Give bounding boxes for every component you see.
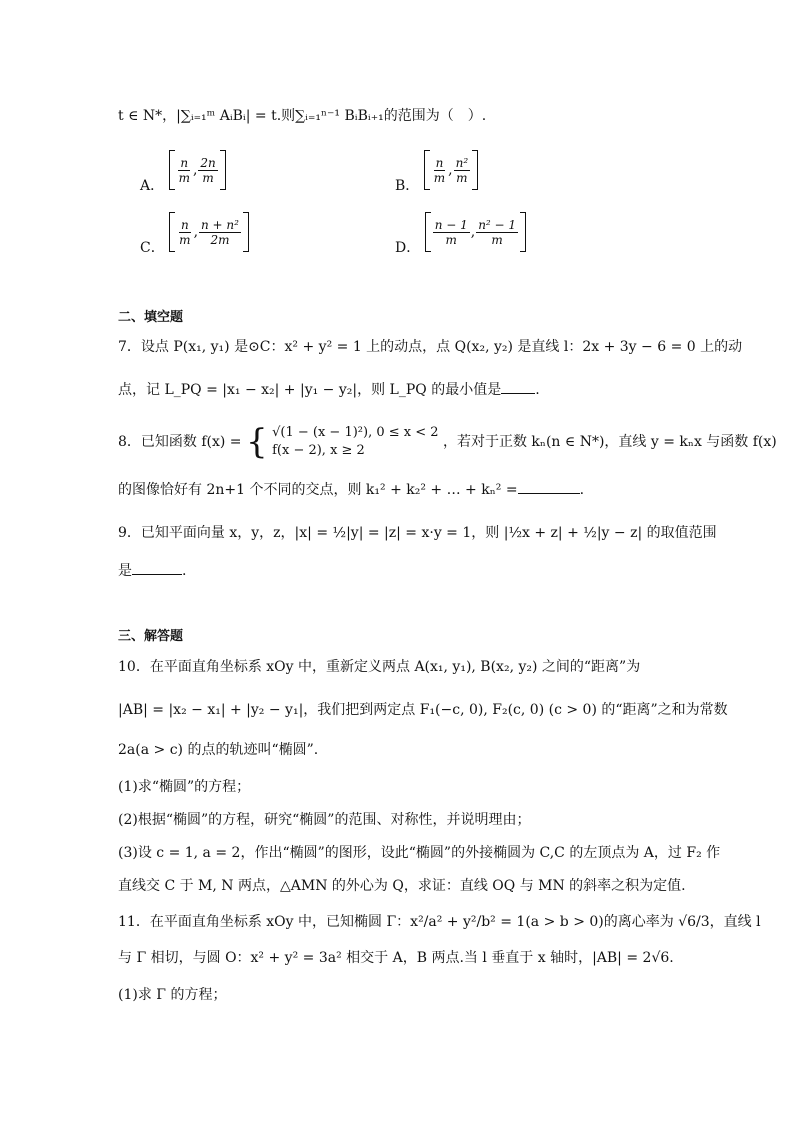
q11-ellipse-eq: x²/a² + y²/b² = 1(a > b > 0): [410, 914, 604, 930]
q8-line-1: [118, 420, 777, 464]
q6-sum2-expr: ∑ᵢ₌₁ⁿ⁻¹ BᵢBᵢ₊₁: [295, 108, 384, 124]
q10-part-3a: (3)设 c = 1, a = 2，作出“椭圆”的图形，设此“椭圆”的外接椭圆为 C,C 的左顶点为 A，过 F₂ 作: [118, 845, 721, 861]
answer-blank[interactable]: [132, 574, 182, 575]
interval: $\frac{n}{m}$ , $\frac{\text{n²}}{m}$: [424, 150, 478, 190]
q10-part-3b: 直线交 C 于 M, N 两点，△AMN 的外心为 Q，求证：直线 OQ 与 MN 的斜率之积为定值.: [118, 878, 686, 894]
q10-line-1: 10．在平面直角坐标系 xOy 中，重新定义两点 A(x₁, y₁), B(x₂, y₂) 之间的“距离”为: [118, 659, 641, 675]
q6-stem-tail: [118, 106, 486, 126]
q7-line-2: 点，记 L_PQ = |x₁ − x₂| + |y₁ − y₂|，则 L_PQ 的最小值是 .: [118, 382, 540, 398]
q6-prefix: t ∈ N*，: [118, 108, 177, 124]
case-2: f(x − 2), x ≥ 2: [272, 443, 365, 458]
q6-sum-expr: |∑ᵢ₌₁ᵐ AᵢBᵢ| = t: [176, 108, 277, 124]
q10-part-2: (2)根据“椭圆”的方程，研究“椭圆”的范围、对称性，并说明理由；: [118, 812, 531, 828]
q8-prefix: 8．已知函数 f(x) =: [118, 434, 242, 450]
q9-text: 是: [118, 563, 132, 579]
option-b[interactable]: [395, 150, 478, 196]
interval: $\frac{n}{m}$ , $\frac{\text{n + n²}}{2m}$: [169, 212, 249, 252]
q6-middle: .则: [276, 108, 296, 124]
q9-line-2: 是 .: [118, 563, 187, 579]
option-letter: A．: [140, 178, 165, 194]
q11-part-1: (1)求 Γ 的方程；: [118, 987, 227, 1003]
option-a[interactable]: [140, 150, 226, 196]
q8-text: 的图像恰好有 2n+1 个不同的交点，则 k₁² + k₂² + … + kₙ² =: [118, 482, 518, 498]
case-1: √(1 − (x − 1)²), 0 ≤ x < 2: [272, 425, 439, 440]
q10-line-3: 2a(a > c) 的点的轨迹叫“椭圆”.: [118, 742, 319, 758]
q11-line-1: [118, 912, 761, 932]
q7-line-1: 7．设点 P(x₁, y₁) 是⊙C：x² + y² = 1 上的动点，点 Q(x₂, y₂) 是直线 l：2x + 3y − 6 = 0 上的动: [118, 339, 743, 355]
piecewise-cases: [272, 424, 438, 460]
option-letter: B．: [395, 178, 420, 194]
option-letter: D．: [395, 240, 421, 256]
q11-text-a: 11．在平面直角坐标系 xOy 中，已知椭圆 Γ：: [118, 914, 411, 930]
section-heading-solutions: 三、解答题: [118, 629, 184, 644]
option-c[interactable]: [140, 212, 249, 258]
option-d[interactable]: [395, 212, 526, 258]
q10-part-1: (1)求“椭圆”的方程；: [118, 779, 251, 795]
interval: $\frac{n}{m}$ , $\frac{2n}{m}$: [169, 150, 226, 190]
q8-after: ，若对于正数 kₙ(n ∈ N*)，直线 y = kₙx 与函数 f(x): [442, 434, 777, 450]
q8-line-2: 的图像恰好有 2n+1 个不同的交点，则 k₁² + k₂² + … + kₙ² = .: [118, 482, 585, 498]
section-heading-fill-blank: 二、填空题: [118, 310, 184, 325]
q6-suffix: 的范围为（ ）.: [383, 108, 487, 124]
option-letter: C．: [140, 240, 165, 256]
q10-line-2: |AB| = |x₂ − x₁| + |y₂ − y₁|，我们把到两定点 F₁(−c, 0), F₂(c, 0) (c > 0) 的“距离”之和为常数: [118, 702, 728, 718]
q11-text-c: 的离心率为 √6/3，直线 l: [603, 914, 761, 930]
answer-blank[interactable]: [518, 493, 580, 494]
q7-text: 点，记 L_PQ = |x₁ − x₂| + |y₁ − y₂|，则 L_PQ 的最小值是: [118, 382, 502, 398]
q9-line-1: 9．已知平面向量 x，y，z，|x| = ½|y| = |z| = x·y = 1，则 |½x + z| + ½|y − z| 的取值范围: [118, 525, 717, 541]
q11-line-2: 与 Γ 相切，与圆 O：x² + y² = 3a² 相交于 A，B 两点.当 l 垂直于 x 轴时，|AB| = 2√6.: [118, 950, 674, 966]
left-brace: {: [246, 422, 268, 462]
interval: $\frac{n - 1}{m}$ , $\frac{\text{n² − 1}}{m}$: [425, 212, 526, 252]
answer-blank[interactable]: [501, 393, 535, 394]
